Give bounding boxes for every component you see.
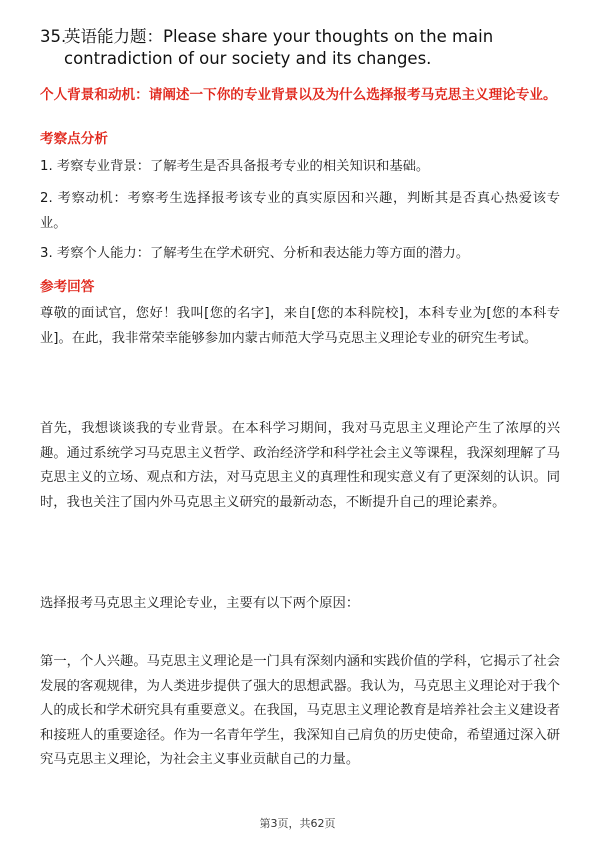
analysis-item-3: 3. 考察个人能力：了解考生在学术研究、分析和表达能力等方面的潜力。 — [40, 246, 470, 261]
question-line-1: 英语能力题：Please share your thoughts on the main — [64, 27, 494, 46]
answer-paragraph-3: 选择报考马克思主义理论专业，主要有以下两个原因： — [40, 596, 360, 611]
question-line-2: contradiction of our society and its changes. — [64, 49, 432, 68]
answer-paragraph-1: 尊敬的面试官，您好！我叫[您的名字]，来自[您的本科院校]，本科专业为[您的本科专业]。在此，我非常荣幸能够参加内蒙古师范大学马克思主义理论专业的研究生考试。 — [40, 306, 560, 346]
answer-heading: 参考回答 — [40, 279, 95, 295]
answer-paragraph-2: 首先，我想谈谈我的专业背景。在本科学习期间，我对马克思主义理论产生了浓厚的兴趣。通过系统学习马克思主义哲学、政治经济学和科学社会主义等课程，我深刻理解了马克思主义的立场、观点和方法，对马克思主义的真理性和现实意义有了更深刻的认识。同时，我也关注了国内外马克思主义研究的最新动态，不断提升自己的理论素养。 — [40, 421, 560, 510]
analysis-item-1: 1. 考察专业背景：了解考生是否具备报考专业的相关知识和基础。 — [40, 159, 430, 174]
answer-paragraph-4: 第一，个人兴趣。马克思主义理论是一门具有深刻内涵和实践价值的学科，它揭示了社会发展的客观规律，为人类进步提供了强大的思想武器。我认为，马克思主义理论对于我个人的成长和学术研究具有重要意义。在我国，马克思主义理论教育是培养社会主义建设者和接班人的重要途径。作为一名青年学生，我深知自己肩负的历史使命，希望通过深入研究马克思主义理论，为社会主义事业贡献自己的力量。 — [40, 654, 560, 767]
analysis-heading: 考察点分析 — [40, 131, 108, 147]
intro-prompt: 个人背景和动机：请阐述一下你的专业背景以及为什么选择报考马克思主义理论专业。 — [40, 87, 557, 103]
analysis-item-2: 2. 考察动机：考察考生选择报考该专业的真实原因和兴趣，判断其是否真心热爱该专业。 — [40, 191, 560, 231]
question-title — [40, 26, 560, 70]
page-footer: 第3页，共62页 — [259, 817, 336, 830]
question-number: 35. — [40, 27, 67, 46]
